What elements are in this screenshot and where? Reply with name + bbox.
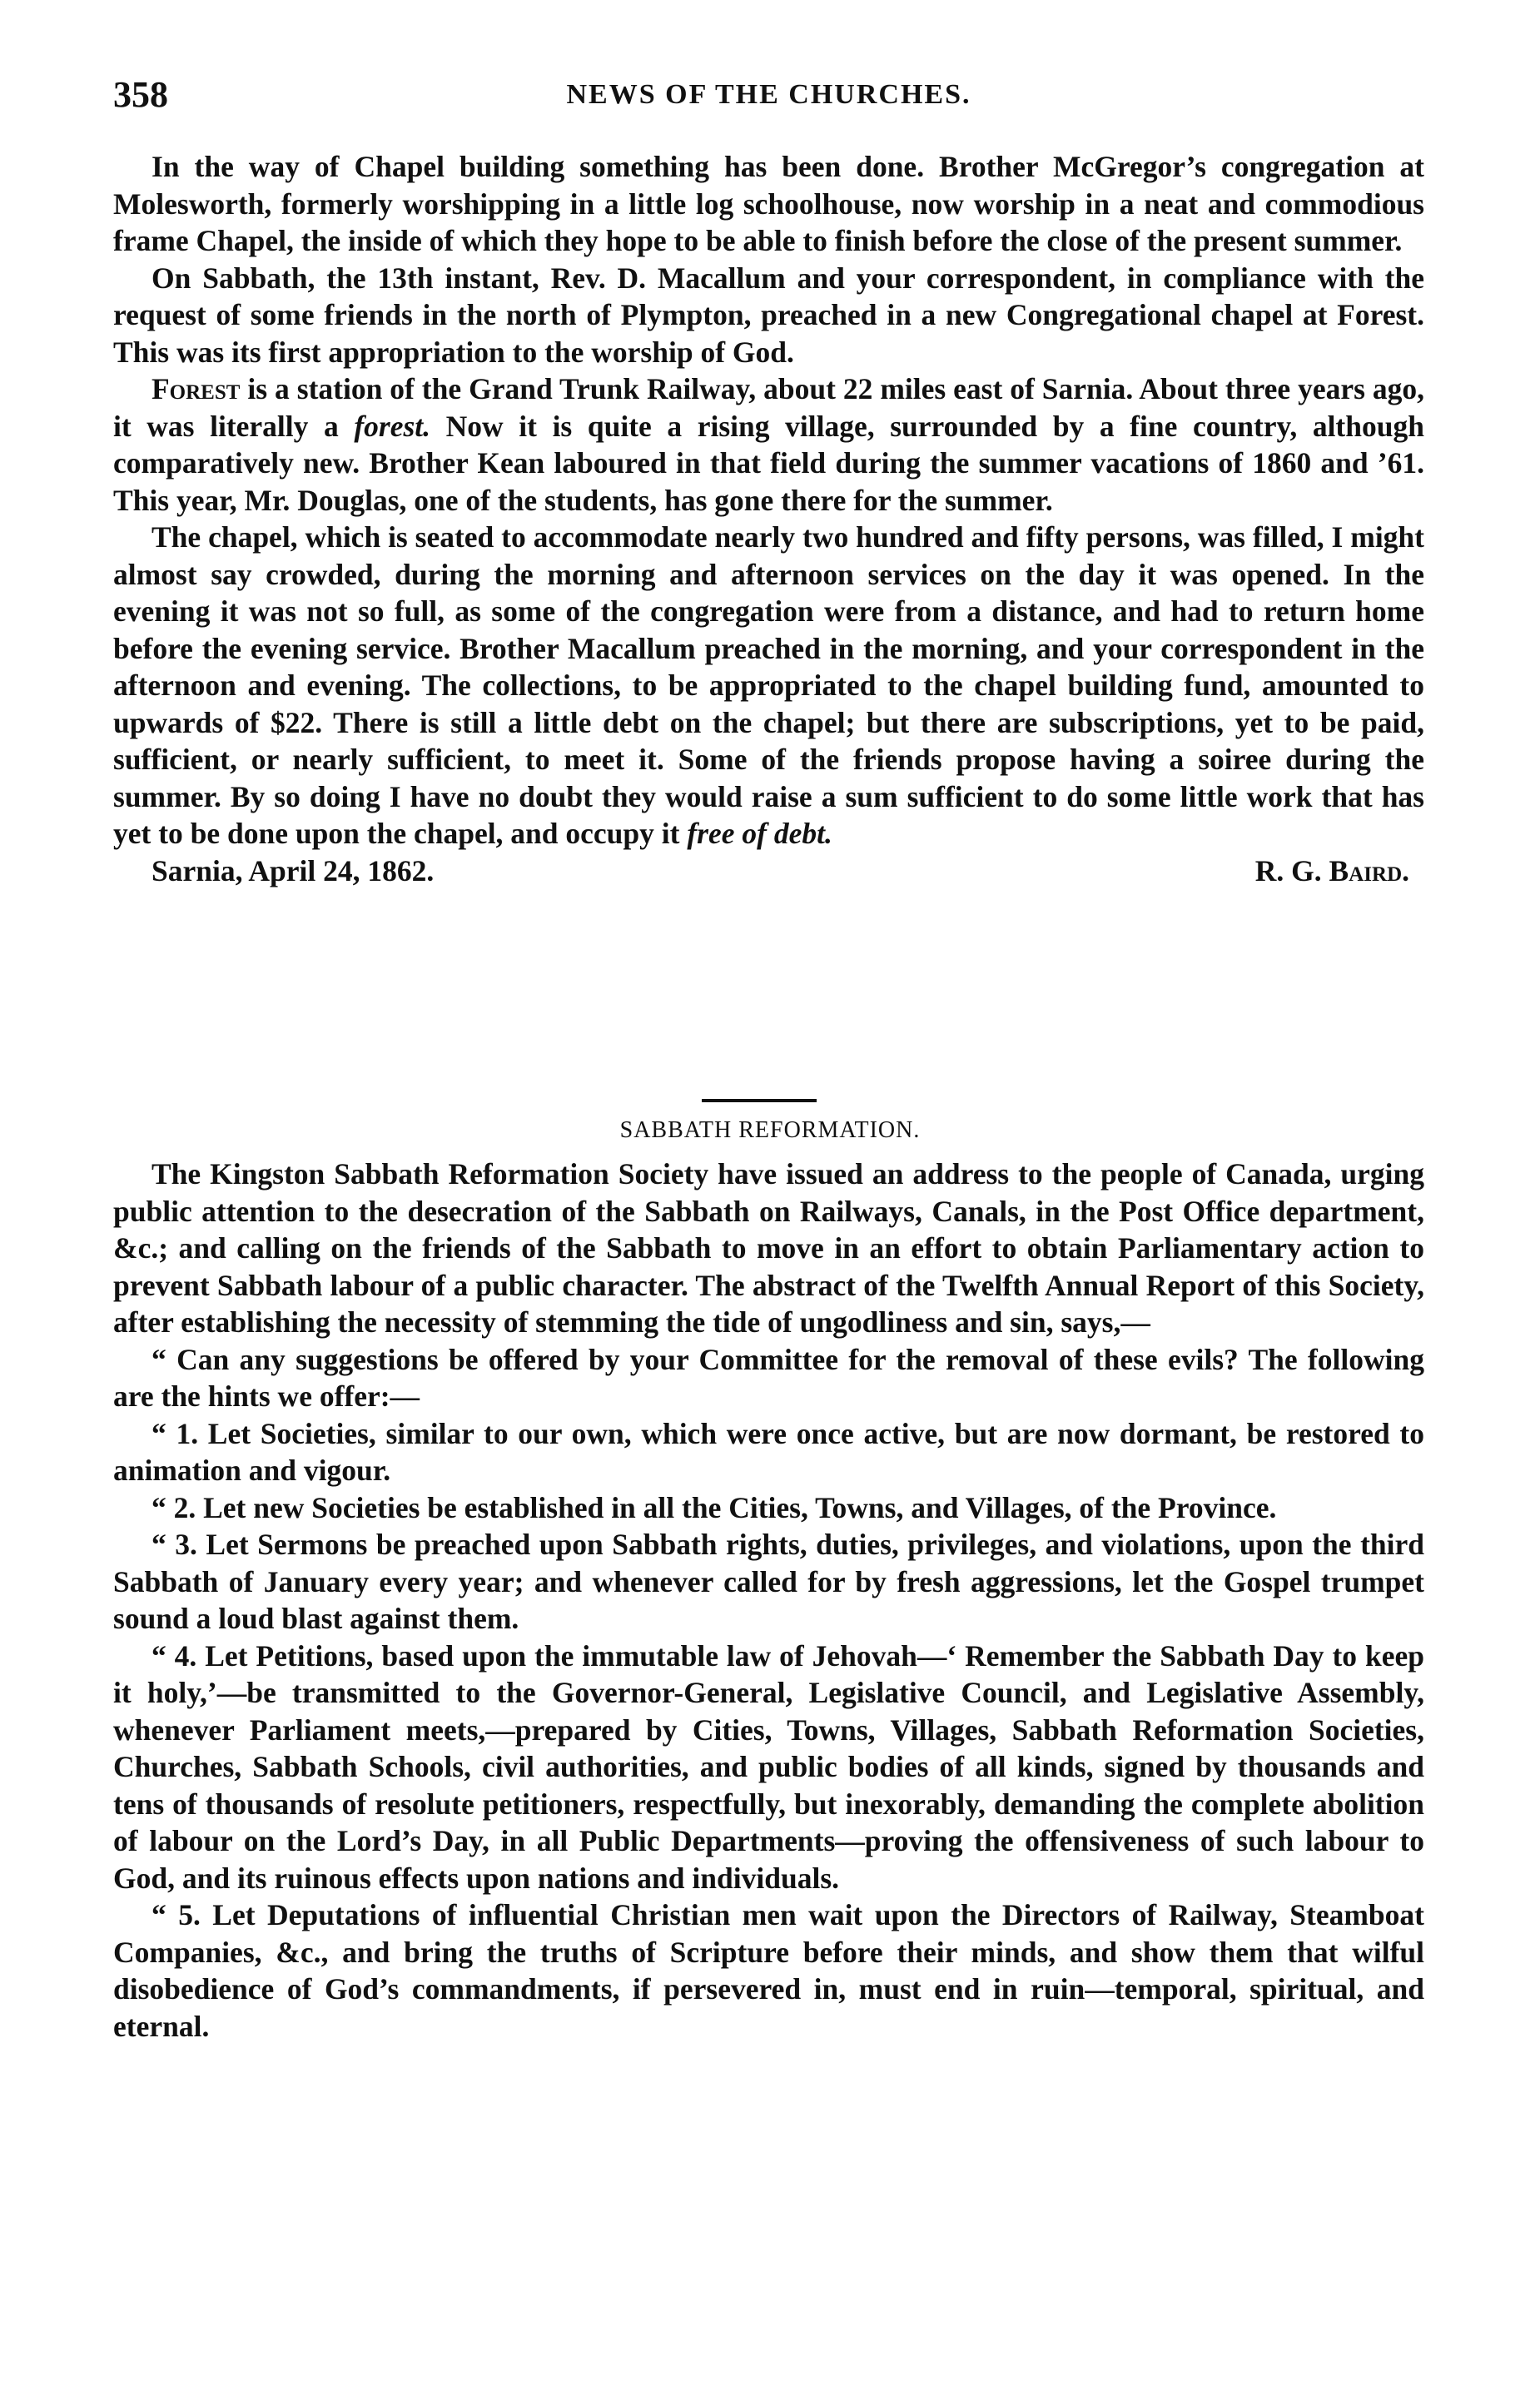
running-title: NEWS OF THE CHURCHES. [566,79,971,110]
opening-text: The chapel, which is seated to accommodate nearly two hundred and fifty persons, was filled, I might almost say crowded, during the morning and afternoon services on the day it was opened. In the evening it was not so full, as some of the congregation were from a distance, and had to return home before the evening service. Brother Macallum preached in the morning, and your correspondent in the afternoon and evening. The collections, to be appropriated to the chapel building fund, amounted to upwards of $22. There is still a little debt on the chapel; but there are subscriptions, yet to be paid, sufficient, or nearly sufficient, to meet it. Some of the friends propose having a soiree during the summer. By so doing I have no doubt they would raise a sum sufficient to do some little work that has yet to be done upon the chapel, and occupy it [113,520,1424,850]
free-of-debt-italic: free of debt. [687,817,832,850]
letter-paragraph-chapel-building: In the way of Chapel building something has been done. Brother McGregor’s congregation at Molesworth, formerly worshipping in a little log schoolhouse, now worship in a neat and commodious frame Chapel, the inside of which they hope to be able to finish before the close of the present summer. [113,150,1424,257]
hint-item-1: “ 1. Let Societies, similar to our own, which were once active, but are now dormant, be restored to animation and vigour. [113,1416,1424,1487]
hint-item-4: “ 4. Let Petitions, based upon the immutable law of Jehovah—‘ Remember the Sabbath Day to keep it holy,’—be transmitted to the Governor-General, Legislative Council, and Legislative Assembly, whenever Parliament meets,—prepared by Cities, Towns, Villages, Sabbath Reformation Societies, Churches, Sabbath Schools, civil authorities, and public bodies of all kinds, signed by thousands and tens of thousands of resolute petitioners, respectfully, but inexorably, demanding the complete abolition of labour on the Lord’s Day, in all Public Departments—proving the offensiveness of such labour to God, and its ruinous effects upon nations and individuals. [113,1638,1424,1895]
sabbath-reformation-section [113,1156,1424,2045]
letter-paragraph-forest-chapel: On Sabbath, the 13th instant, Rev. D. Macallum and your correspondent, in compliance with the request of some friends in the north of Plympton, preached in a new Congregational chapel at Forest. This was its first appropriation to the worship of God. [113,261,1424,369]
hint-item-2: “ 2. Let new Societies be established in all the Cities, Towns, and Villages, of the Province. [152,1490,1277,1524]
hint-item-3: “ 3. Let Sermons be preached upon Sabbath rights, duties, privileges, and violations, upon the third Sabbath of January every year; and whenever called for by fresh aggressions, let the Gospel trumpet sound a loud blast against them. [113,1528,1424,1635]
section-title: SABBATH REFORMATION. [619,1117,921,1143]
forest-italic-word: forest. [354,409,431,443]
forest-text-part1: is a station of the Grand Trunk Railway, about 22 miles east of Sarnia. About three years ago, it was literally a [113,372,1424,443]
letter-author: R. G. Baird. [1254,853,1409,887]
hint-item-5: “ 5. Let Deputations of influential Christian men wait upon the Directors of Railway, Steamboat Companies, &c., and bring the truths of Scripture before their minds, and show them that wilful disobedience of God’s commandments, if persevered in, must end in ruin—temporal, spiritual, and eternal. [113,1898,1424,2043]
letter-paragraph-chapel-opening [113,519,1424,853]
correspondence-letter [113,148,1424,889]
forest-text-part2: Now it is quite a rising village, surrounded by a fine country, although comparatively new. Brother Kean laboured in that field during the summer vacations of 1860 and ’61. This year, Mr. Douglas, one of the students, has gone there for the summer. [113,409,1424,517]
forest-lead-word: Forest [152,372,241,405]
letter-signoff [113,853,1424,890]
section-paragraph-intro: The Kingston Sabbath Reformation Society have issued an address to the people of Canada, urging public attention to the desecration of the Sabbath on Railways, Canals, in the Post Office department, &c.; and calling on the friends of the Sabbath to move in an effort to obtain Parliamentary action to prevent Sabbath labour of a public character. The abstract of the Twelfth Annual Report of this Society, after establishing the necessity of stemming the tide of ungodliness and sin, says,— [113,1157,1424,1339]
letter-paragraph-forest-station [113,370,1424,519]
place-date: Sarnia, April 24, 1862. [152,853,435,887]
page-number: 358 [113,74,168,115]
section-paragraph-quote: “ Can any suggestions be offered by your Committee for the removal of these evils? The following are the hints we offer:— [113,1342,1424,1413]
page-header [113,70,1424,120]
section-divider [702,1099,817,1102]
